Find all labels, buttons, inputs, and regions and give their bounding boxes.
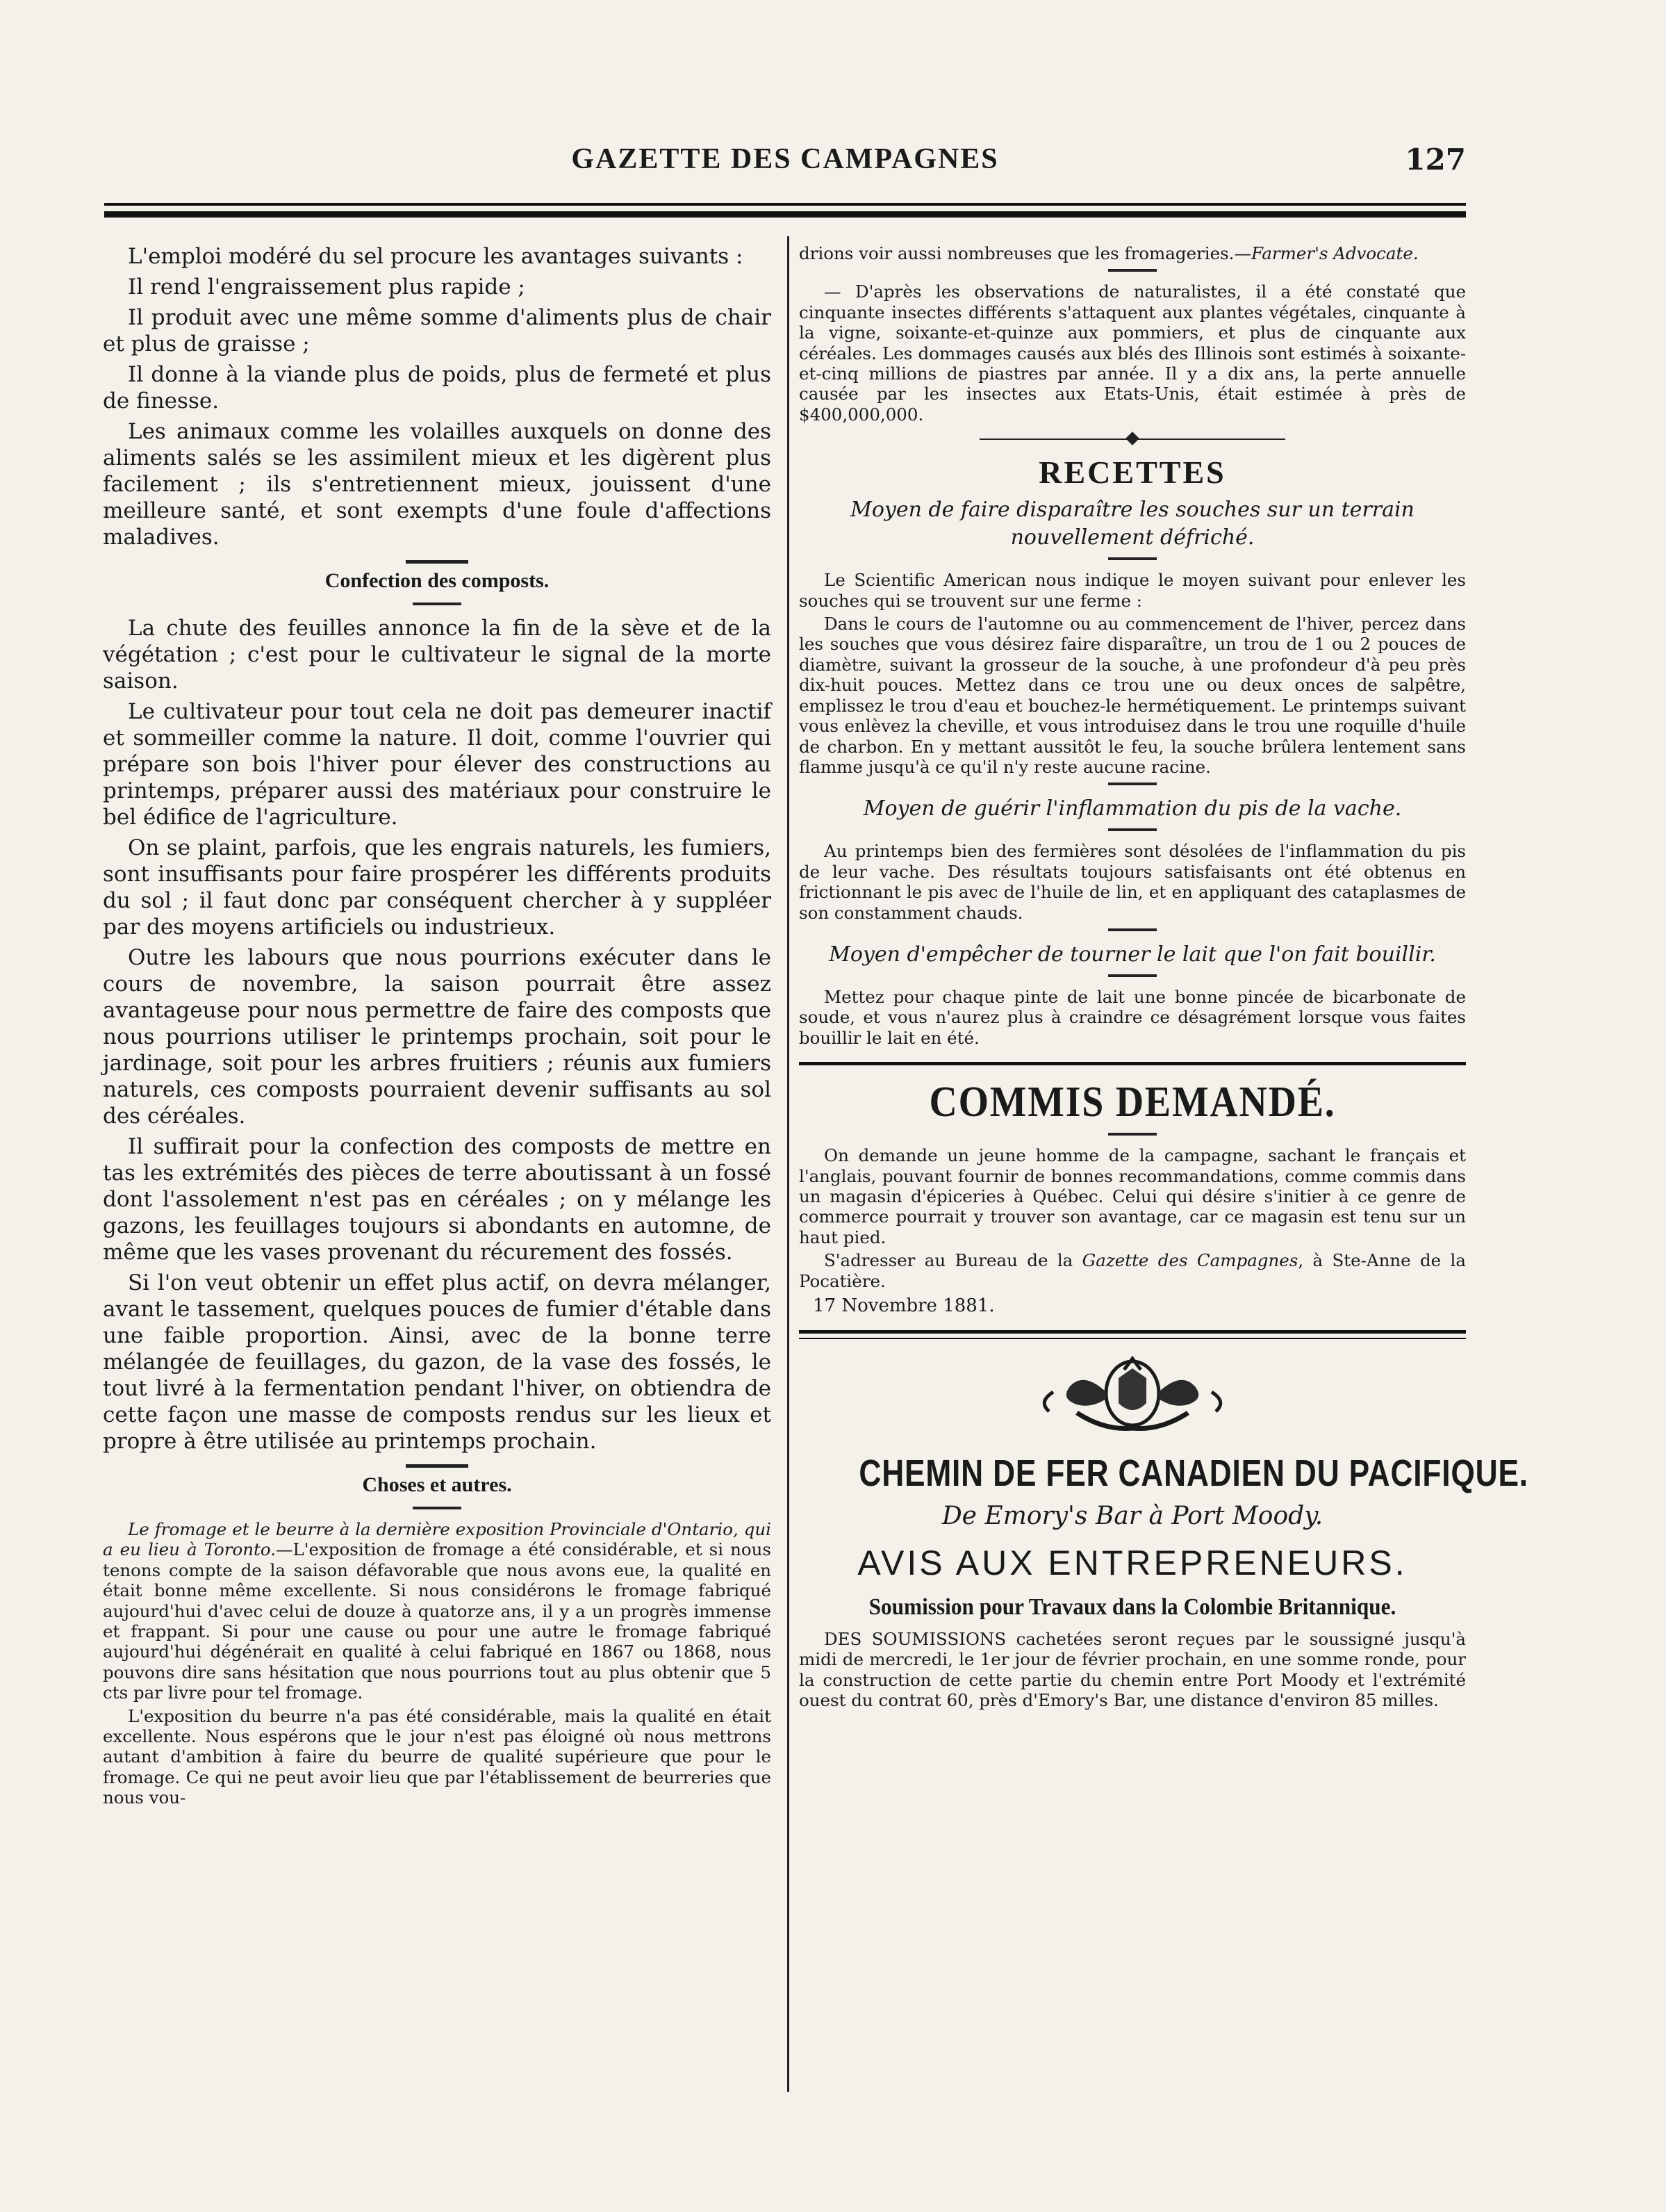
soumission-lead: DES SOUMISSIONS — [824, 1629, 1007, 1649]
advert-rule — [799, 1330, 1466, 1334]
commis-address-pre: S'adresser au Bureau de la — [824, 1250, 1082, 1271]
short-rule — [1108, 828, 1157, 831]
pis-paragraph: Au printemps bien des fermières sont désolées de l'inflammation du pis de leur vache. Des résultats toujours satisfaisants ont été obtenus en frictionnant le pis avec de l'huile de lin, et en appliquant des cataplasmes de son constamment chauds. — [799, 841, 1466, 923]
header-rule-top — [104, 203, 1466, 206]
composts-paragraph: Si l'on veut obtenir un effet plus actif, on devra mélanger, avant le tassement, quelques pouces de fumier d'étable dans une faible proportion. Ainsi, avec de la bonne terre mélangée de feuillages, du gazon, de la vase des fossés, le tout livré à la fermentation pendant l'hiver, on obtiendra de cette façon une masse de composts rendus sur les lieux et propre à être utilisée au printemps prochain. — [103, 1270, 771, 1454]
page-header — [104, 142, 1466, 191]
column-divider — [787, 236, 789, 2092]
composts-paragraph: On se plaint, parfois, que les engrais naturels, les fumiers, sont insuffisants pour faire prospérer les différents produits du sol ; il faut donc par conséquent chercher à y suppléer par des moyens artificiels ou industrieux. — [103, 835, 771, 940]
continued-paragraph — [799, 243, 1466, 263]
short-rule — [1108, 928, 1157, 931]
lait-heading: Moyen d'empêcher de tourner le lait que l'on fait bouillir. — [829, 942, 1436, 967]
left-column — [103, 243, 771, 1811]
souches-intro: Le Scientific American nous indique le moyen suivant pour enlever les souches qui se trouvent sur une ferme : — [799, 570, 1466, 611]
short-rule — [1108, 269, 1157, 272]
insectes-paragraph: — D'après les observations de naturalistes, il a été constaté que cinquante insectes différents s'attaquent aux plantes végétales, cinquante à la vigne, soixante-et-quinze aux pommiers, et plus de cinquante aux céréales. Les dommages causés aux blés des Illinois sont estimés à soixante-et-cinq millions de piastres par année. Il y a dix ans, la perte annuelle causée par les insectes aux Etats-Unis, était estimée à près de $400,000,000. — [799, 281, 1466, 425]
railway-heading: CHEMIN DE FER CANADIEN DU PACIFIQUE. — [859, 1452, 1528, 1494]
sel-paragraph: Il rend l'engraissement plus rapide ; — [128, 275, 525, 300]
composts-paragraph: Il suffirait pour la confection des composts de mettre en tas les extrémités des pièces de terre aboutissant à un fossé dont l'assolement n'est pas en céréales ; on y mélange les gazons, les feuillages toujours si abondants en automne, de même que les vases provenant du récurement des fossés. — [103, 1134, 771, 1265]
souches-heading: Moyen de faire disparaître les souches sur un terrain nouvellement défriché. — [850, 498, 1415, 550]
soumission-paragraph — [799, 1629, 1466, 1711]
fromage-lead: Le fromage et le beurre à la dernière exposition Provinciale d'Ontario, qui a eu lieu à Toronto. — [103, 1519, 771, 1560]
running-title: GAZETTE DES CAMPAGNES — [571, 143, 999, 175]
soumission-text: cachetées seront reçues par le soussigné jusqu'à midi de mercredi, le 1er jour de février prochain, en une somme ronde, pour la construction de cette partie du chemin entre Port Moody et l'extrémité ouest du contrat 60, près d'Emory's Bar, une distance d'environ 85 milles. — [799, 1629, 1466, 1711]
ornamental-rule — [980, 432, 1285, 447]
composts-paragraph: Outre les labours que nous pourrions exécuter dans le cours de novembre, la saison pourrait être assez avantageuse pour nous permettre de faire des composts que nous pourrions utiliser le printemps prochain, soit pour le jardinage, soit pour les arbres fruitiers ; réunis aux fumiers naturels, ces composts pourraient devenir suffisants au sol des céréales. — [103, 945, 771, 1129]
continued-text: drions voir aussi nombreuses que les fromageries. — [799, 243, 1235, 263]
pis-heading: Moyen de guérir l'inflammation du pis de la vache. — [863, 796, 1402, 821]
page-number: 127 — [1405, 142, 1466, 177]
avis-heading: AVIS AUX ENTREPRENEURS. — [857, 1543, 1408, 1582]
commis-address-post: , à Ste-Anne de la Pocatière. — [799, 1250, 1466, 1291]
lait-paragraph: Mettez pour chaque pinte de lait une bonne pincée de bicarbonate de soude, et vous n'aurez plus à craindre ce désagrément lorsque vous faites bouillir le lait en été. — [799, 986, 1466, 1048]
commis-heading: COMMIS DEMANDÉ. — [929, 1079, 1336, 1127]
commis-date: 17 Novembre 1881. — [813, 1295, 995, 1316]
continued-source: —Farmer's Advocate. — [1234, 243, 1419, 263]
commis-address-paper: Gazette des Campagnes — [1082, 1250, 1298, 1271]
short-rule — [1108, 1133, 1157, 1136]
composts-paragraph: La chute des feuilles annonce la fin de la sève et de la végétation ; c'est pour le cultivateur le signal de la morte saison. — [103, 616, 771, 694]
sel-paragraph: Il donne à la viande plus de poids, plus de fermeté et plus de finesse. — [103, 362, 771, 413]
commis-address — [799, 1250, 1466, 1291]
sel-paragraph: Il produit avec une même somme d'aliments plus de chair et plus de graisse ; — [103, 305, 771, 357]
short-rule — [413, 603, 461, 605]
right-column — [799, 243, 1528, 1714]
souches-paragraph: Dans le cours de l'automne ou au commencement de l'hiver, percez dans les souches que vous désirez faire disparaître, un trou de 1 ou 2 pouces de diamètre, suivant la grosseur de la souche, à une profondeur d'à peu près dix-huit pouces. Mettez dans ce trou une ou deux onces de salpêtre, emplissez le trou d'eau et bouchez-le hermétiquement. Le printemps suivant vous enlèvez la cheville, et vous introduisez dans le trou une roquille d'huile de charbon. En y mettant aussitôt le feu, la souche brûlera lentement sans flamme jusqu'à ce qu'il n'y reste aucune racine. — [799, 614, 1466, 777]
short-rule — [1108, 557, 1157, 560]
soumission-heading: Soumission pour Travaux dans la Colombie Britannique. — [868, 1594, 1396, 1620]
choses-heading: Choses et autres. — [103, 1464, 771, 1497]
commis-paragraph: On demande un jeune homme de la campagne, sachant le français et l'anglais, pouvant fournir de bonnes recommandations, comme commis dans un magasin d'épiceries à Québec. Celui qui désire s'initier à ce genre de commerce pourrait y trouver son avantage, car ce magasin est tenu sur un haut pied. — [799, 1145, 1466, 1247]
advert-rule — [799, 1062, 1466, 1065]
short-rule — [413, 1507, 461, 1509]
header-rule-bottom — [104, 211, 1466, 218]
sel-paragraph: Les animaux comme les volailles auxquels on donne des aliments salés se les assimilent mieux et les digèrent plus facilement ; ils s'entretiennent mieux, jouissent d'une meilleure santé, et sont exempts d'une foule d'affections maladives. — [103, 419, 771, 550]
composts-heading: Confection des composts. — [103, 560, 771, 593]
fromage-text: —L'exposition de fromage a été considérable, et si nous tenons compte de la saison défavorable que nous avons eue, la qualité en était bonne même excellente. Si nous considérons le fromage fabriqué aujourd'hui d'avec celui de douze à quatorze ans, il y a un progrès immense et frappant. Si pour une cause ou pour une autre le fromage fabriqué aujourd'hui dégénérait en qualité à celui fabriqué en 1867 ou 1868, nous pouvons dire sans hésitation que nous pourrions tout au plus obtenir que 5 cts par livre pour tel fromage. — [103, 1539, 771, 1703]
fromage-paragraph — [103, 1519, 771, 1703]
composts-paragraph: Le cultivateur pour tout cela ne doit pas demeurer inactif et sommeiller comme la nature. Il doit, comme l'ouvrier qui prépare son bois l'hiver pour élever des constructions au printemps, préparer aussi des matériaux pour construire le bel édifice de l'agriculture. — [103, 699, 771, 830]
recettes-heading: RECETTES — [1039, 454, 1226, 491]
short-rule — [1108, 974, 1157, 977]
route-subheading: De Emory's Bar à Port Moody. — [941, 1502, 1323, 1530]
beurre-paragraph: L'exposition du beurre n'a pas été considérable, mais la qualité en était excellente. Nous espérons que le jour n'est pas éloigné où nous mettrons autant d'ambition à faire du beurre de qualité supérieure que pour le fromage. Ce qui ne peut avoir lieu que par l'établissement de beurreries que nous vou- — [103, 1705, 771, 1808]
sel-paragraph: L'emploi modéré du sel procure les avantages suivants : — [128, 244, 743, 269]
advert-rule-thin — [799, 1338, 1466, 1339]
short-rule — [1108, 783, 1157, 785]
coat-of-arms-emblem-icon — [799, 1350, 1466, 1448]
